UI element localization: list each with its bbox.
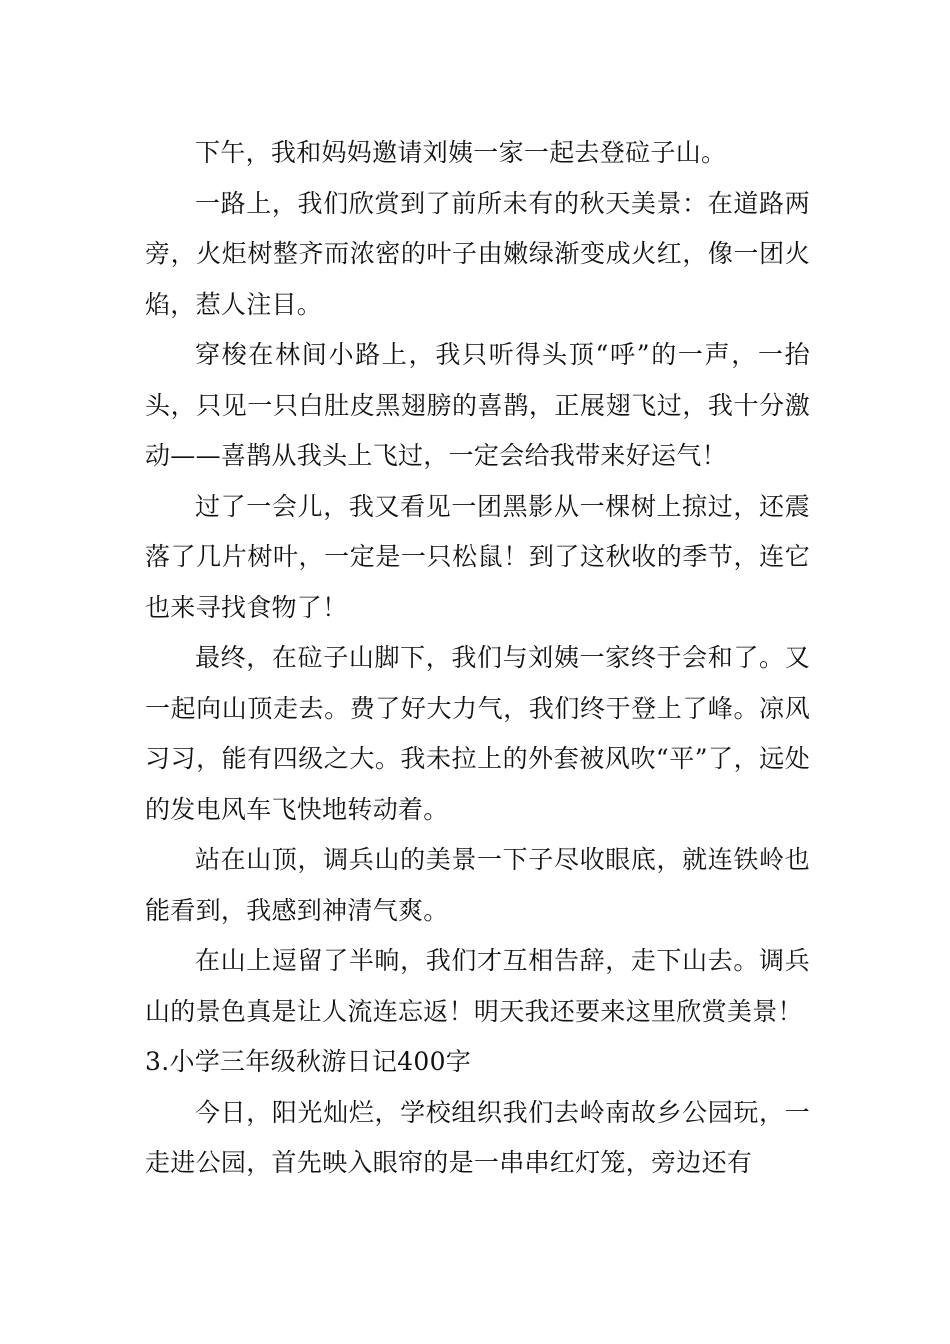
paragraph: 下午，我和妈妈邀请刘姨一家一起去登砬子山。 bbox=[195, 138, 727, 167]
paragraph: 站在山顶，调兵山的美景一下子尽收眼底，就连铁岭也能看到，我感到神清气爽。 bbox=[145, 845, 810, 925]
paragraph: 在山上逗留了半晌，我们才互相告辞，走下山去。调兵山的景色真是让人流连忘返！明天我还要来这里欣赏美景！ bbox=[145, 946, 810, 1026]
section-heading: 3.小学三年级秋游日记400字 bbox=[145, 1047, 472, 1076]
paragraph: 一路上，我们欣赏到了前所未有的秋天美景：在道路两旁，火炬树整齐而浓密的叶子由嫩绿渐变成火红，像一团火焰，惹人注目。 bbox=[145, 188, 810, 319]
paragraph: 最终，在砬子山脚下，我们与刘姨一家终于会和了。又一起向山顶走去。费了好大力气，我们终于登上了峰。凉风习习，能有四级之大。我未拉上的外套被风吹“平”了，远处的发电风车飞快地转动着。 bbox=[145, 643, 810, 824]
paragraph: 今日，阳光灿烂，学校组织我们去岭南故乡公园玩，一走进公园，首先映入眼帘的是一串串红灯笼，旁边还有 bbox=[145, 1097, 810, 1177]
paragraph: 穿梭在林间小路上，我只听得头顶“呼”的一声，一抬头，只见一只白肚皮黑翅膀的喜鹊，正展翅飞过，我十分激动——喜鹊从我头上飞过，一定会给我带来好运气！ bbox=[145, 340, 810, 470]
document-body bbox=[145, 128, 810, 1189]
paragraph: 过了一会儿，我又看见一团黑影从一棵树上掠过，还震落了几片树叶，一定是一只松鼠！到了这秋收的季节，连它也来寻找食物了！ bbox=[145, 491, 810, 622]
